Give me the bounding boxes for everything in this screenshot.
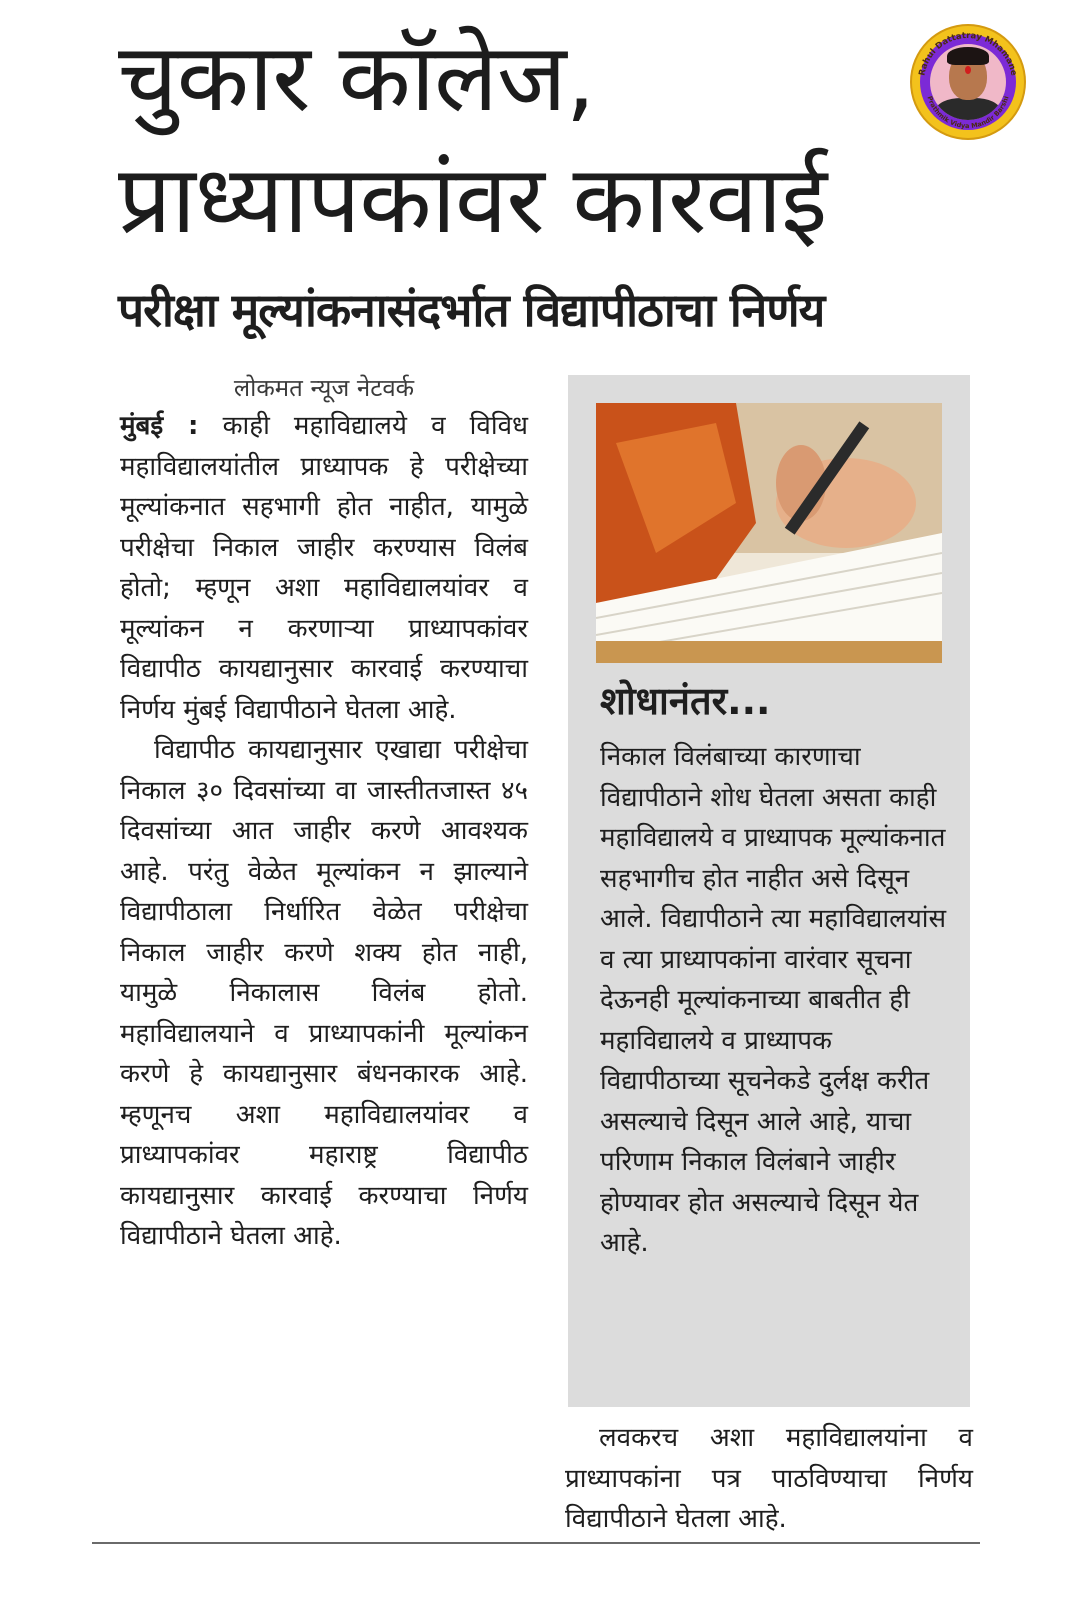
badge-text-ring bbox=[912, 26, 1024, 138]
svg-text:Rahul Dattatray Mhamane bbox=[917, 31, 1018, 77]
subheadline: परीक्षा मूल्यांकनासंदर्भात विद्यापीठाचा निर्णय bbox=[118, 283, 825, 337]
author-badge-logo bbox=[912, 26, 1024, 138]
headline-line-2: प्राध्यापकांवर कारवाई bbox=[118, 146, 827, 255]
bottom-rule bbox=[92, 1542, 980, 1544]
article-body bbox=[120, 370, 528, 1257]
dateline: मुंबई : bbox=[120, 411, 199, 441]
badge-bottom-text: Prathmik Vidya Mandir Barshi bbox=[925, 95, 1011, 131]
byline: लोकमत न्यूज नेटवर्क bbox=[233, 374, 415, 402]
sidebar-box bbox=[568, 375, 970, 1407]
badge-top-text: Rahul Dattatray Mhamane bbox=[917, 30, 1019, 77]
paragraph-2: विद्यापीठ कायद्यानुसार एखाद्या परीक्षेचा निकाल ३० दिवसांच्या वा जास्तीतजास्त ४५ दिवसांच्या आत जाहीर करणे आवश्यक आहे. परंतु वेळेत मूल्यांकन न झाल्याने विद्यापीठाला निर्धारित वेळेत परीक्षेचा निकाल जाहीर करणे शक्य होत नाही, यामुळे निकालास विलंब होतो. महाविद्यालयाने व प्राध्यापकांनी मूल्यांकन करणे हे कायद्यानुसार बंधनकारक आहे. म्हणूनच अशा महाविद्यालयांवर व प्राध्यापकांवर महाराष्ट्र विद्यापीठ कायद्यानुसार कारवाई करण्याचा निर्णय विद्यापीठाने घेतला आहे. bbox=[120, 735, 528, 1251]
paragraph-1-text: काही महाविद्यालये व विविध महाविद्यालयांतील प्राध्यापक हे परीक्षेच्या मूल्यांकनात सहभागी होत नाहीत, यामुळे परीक्षेचा निकाल जाहीर करण्यास विलंब होतो; म्हणून अशा महाविद्यालयांवर व मूल्यांकन न करणाऱ्या प्राध्यापकांवर विद्यापीठ कायद्यानुसार कारवाई करण्याचा निर्णय मुंबई विद्यापीठाने घेतला आहे. bbox=[120, 411, 529, 725]
sidebar-text: निकाल विलंबाच्या कारणाचा विद्यापीठाने शोध घेतला असता काही महाविद्यालये व प्राध्यापक मूल्यांकनात सहभागीच होत नाहीत असे दिसून आले. विद्यापीठाने त्या महाविद्यालयांस व त्या प्राध्यापकांना वारंवार सूचना देऊनही मूल्यांकनाच्या बाबतीत ही महाविद्यालये व प्राध्यापक विद्यापीठाच्या सूचनेकडे दुर्लक्ष करीत असल्याचे दिसून आले आहे, याचा परिणाम निकाल विलंबाने जाहीर होण्यावर होत असल्याचे दिसून येत आहे. bbox=[600, 742, 947, 1258]
paragraph-3: लवकरच अशा महाविद्यालयांना व प्राध्यापकांना पत्र पाठविण्याचा निर्णय विद्यापीठाने घेतला आहे. bbox=[565, 1423, 973, 1534]
exam-writing-photo bbox=[596, 403, 942, 663]
headline-line-1: चुकार कॉलेज, bbox=[118, 24, 595, 133]
paragraph-1 bbox=[120, 406, 528, 730]
headline bbox=[118, 18, 938, 262]
svg-text:Prathmik Vidya Mandir Barshi bbox=[925, 95, 1010, 130]
sidebar-heading: शोधानंतर... bbox=[600, 679, 771, 723]
